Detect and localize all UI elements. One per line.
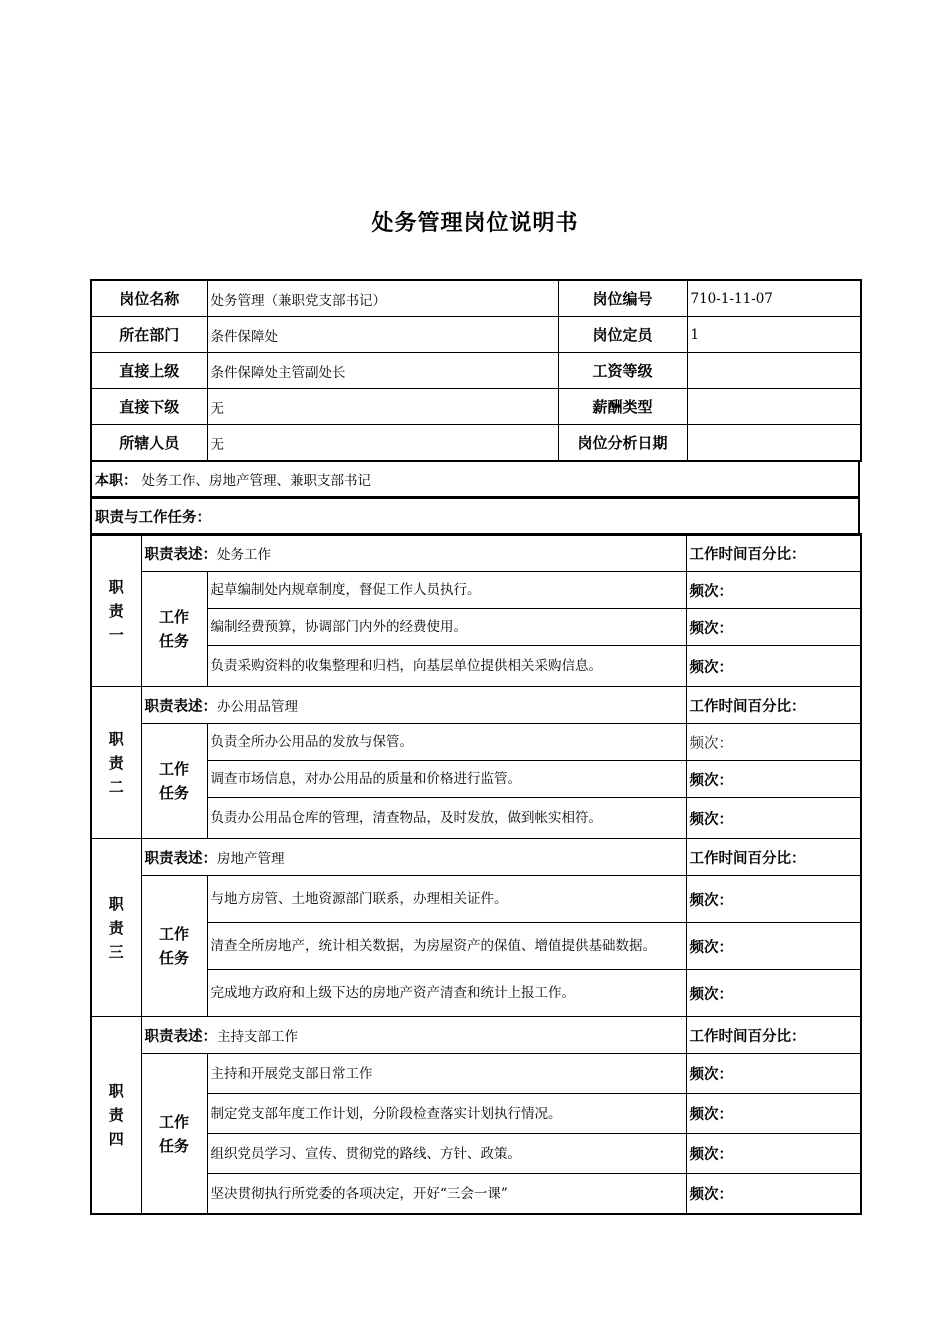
work-task-label [141,572,207,687]
duty-label: 职 责 二 [91,687,141,839]
main-duty-text: 处务工作、房地产管理、兼职支部书记 [141,473,371,489]
position-code-value: 710-1-11-07 [687,280,861,317]
task-row [91,798,861,839]
duty-description [141,1017,686,1054]
frequency-label: 频次： [686,1174,861,1215]
duties-header: 职责与工作任务： [91,497,859,535]
task-text: 与地方房管、土地资源部门联系，办理相关证件。 [207,876,686,923]
duty-desc-row [91,839,861,876]
work-time-percent-label: 工作时间百分比： [686,687,861,724]
work-time-percent-label: 工作时间百分比： [686,534,861,572]
task-text: 主持和开展党支部日常工作 [207,1054,686,1094]
salary-grade-value [687,353,861,389]
task-text: 编制经费预算，协调部门内外的经费使用。 [207,609,686,646]
pay-type-value [687,389,861,425]
task-row [91,572,861,609]
salary-grade-label: 工资等级 [558,353,687,389]
superior-label: 直接上级 [91,353,207,389]
work-task-label [141,876,207,1017]
task-text: 负责办公用品仓库的管理，清查物品，及时发放，做到帐实相符。 [207,798,686,839]
duty-desc-text: 处务工作 [217,546,271,563]
duty-label: 职 责 三 [91,839,141,1017]
task-row [91,1174,861,1215]
task-text: 负责全所办公用品的发放与保管。 [207,724,686,761]
work-task-label-text: 工作 [158,1112,189,1131]
work-task-label-text: 工作 [158,925,189,943]
info-row [91,389,861,425]
frequency-label: 频次： [686,798,861,839]
managed-value: 无 [207,425,558,462]
work-time-percent-label: 工作时间百分比： [686,1017,861,1054]
task-text: 组织党员学习、宣传、贯彻党的路线、方针、政策。 [207,1134,686,1174]
task-row [91,876,861,923]
duty-desc-row [91,1017,861,1054]
duty-label: 职 责 四 [91,1017,141,1215]
work-task-label-text: 任务 [158,949,189,967]
duty-desc-label: 职责表述： [144,546,217,563]
analysis-date-label: 岗位分析日期 [558,425,687,462]
task-row [91,970,861,1017]
task-text: 完成地方政府和上级下达的房地产资产清查和统计上报工作。 [207,970,686,1017]
task-text: 清查全所房地产，统计相关数据，为房屋资产的保值、增值提供基础数据。 [207,923,686,970]
work-task-label-text: 工作 [158,608,189,626]
frequency-label: 频次： [686,1134,861,1174]
duty-description [141,839,686,876]
duty-desc-text: 房地产管理 [217,850,285,867]
main-duty-label: 本职： [95,473,137,489]
analysis-date-value [687,425,861,462]
subordinate-value: 无 [207,389,558,425]
task-row [91,923,861,970]
info-row [91,317,861,353]
duty-desc-text: 主持支部工作 [217,1028,298,1045]
frequency-label: 频次： [686,876,861,923]
headcount-value: 1 [687,317,861,353]
position-name-label: 岗位名称 [91,280,207,317]
basic-info-table [90,279,862,462]
duty-desc-label: 职责表述： [144,850,217,867]
duties-header-table [90,496,860,536]
subordinate-label: 直接下级 [91,389,207,425]
frequency-label: 频次： [686,646,861,687]
duty-label: 职 责 一 [91,534,141,687]
frequency-label: 频次： [686,970,861,1017]
task-text: 制定党支部年度工作计划，分阶段检查落实计划执行情况。 [207,1094,686,1134]
work-task-label-text: 任务 [158,1136,189,1155]
main-duty-cell [91,461,859,498]
position-code-label: 岗位编号 [558,280,687,317]
page-title: 处务管理岗位说明书 [371,211,579,236]
work-task-label-text: 工作 [158,760,189,778]
duty-description [141,534,686,572]
info-row [91,353,861,389]
frequency-label: 频次： [686,609,861,646]
position-name-value: 处务管理（兼职党支部书记） [207,280,558,317]
pay-type-label: 薪酬类型 [558,389,687,425]
headcount-label: 岗位定员 [558,317,687,353]
work-task-label [141,1054,207,1215]
task-row [91,1094,861,1134]
duty-desc-label: 职责表述： [144,1028,217,1045]
department-value: 条件保障处 [207,317,558,353]
info-row [91,425,861,462]
frequency-label: 频次： [686,572,861,609]
frequency-label: 频次： [686,1054,861,1094]
work-time-percent-label: 工作时间百分比： [686,839,861,876]
task-row [91,1134,861,1174]
work-task-label-text: 任务 [158,632,189,650]
department-label: 所在部门 [91,317,207,353]
task-text: 坚决贯彻执行所党委的各项决定，开好“三会一课” [207,1174,686,1215]
frequency-label: 频次： [686,761,861,798]
duty-desc-row [91,687,861,724]
task-row [91,724,861,761]
frequency-label: 频次： [686,724,861,761]
task-text: 起草编制处内规章制度，督促工作人员执行。 [207,572,686,609]
task-row [91,609,861,646]
work-task-label-text: 任务 [158,784,189,802]
superior-value: 条件保障处主管副处长 [207,353,558,389]
frequency-label: 频次： [686,1094,861,1134]
work-task-label [141,724,207,839]
duty-desc-row [91,534,861,572]
frequency-label: 频次： [686,923,861,970]
task-text: 调查市场信息，对办公用品的质量和价格进行监管。 [207,761,686,798]
duty-desc-label: 职责表述： [144,698,217,715]
task-row [91,1054,861,1094]
duties-table [90,533,862,1215]
duty-desc-text: 办公用品管理 [217,698,298,715]
info-row [91,280,861,317]
task-row [91,761,861,798]
duty-description [141,687,686,724]
task-text: 负责采购资料的收集整理和归档，向基层单位提供相关采购信息。 [207,646,686,687]
managed-label: 所辖人员 [91,425,207,462]
main-duty-table [90,460,860,499]
task-row [91,646,861,687]
